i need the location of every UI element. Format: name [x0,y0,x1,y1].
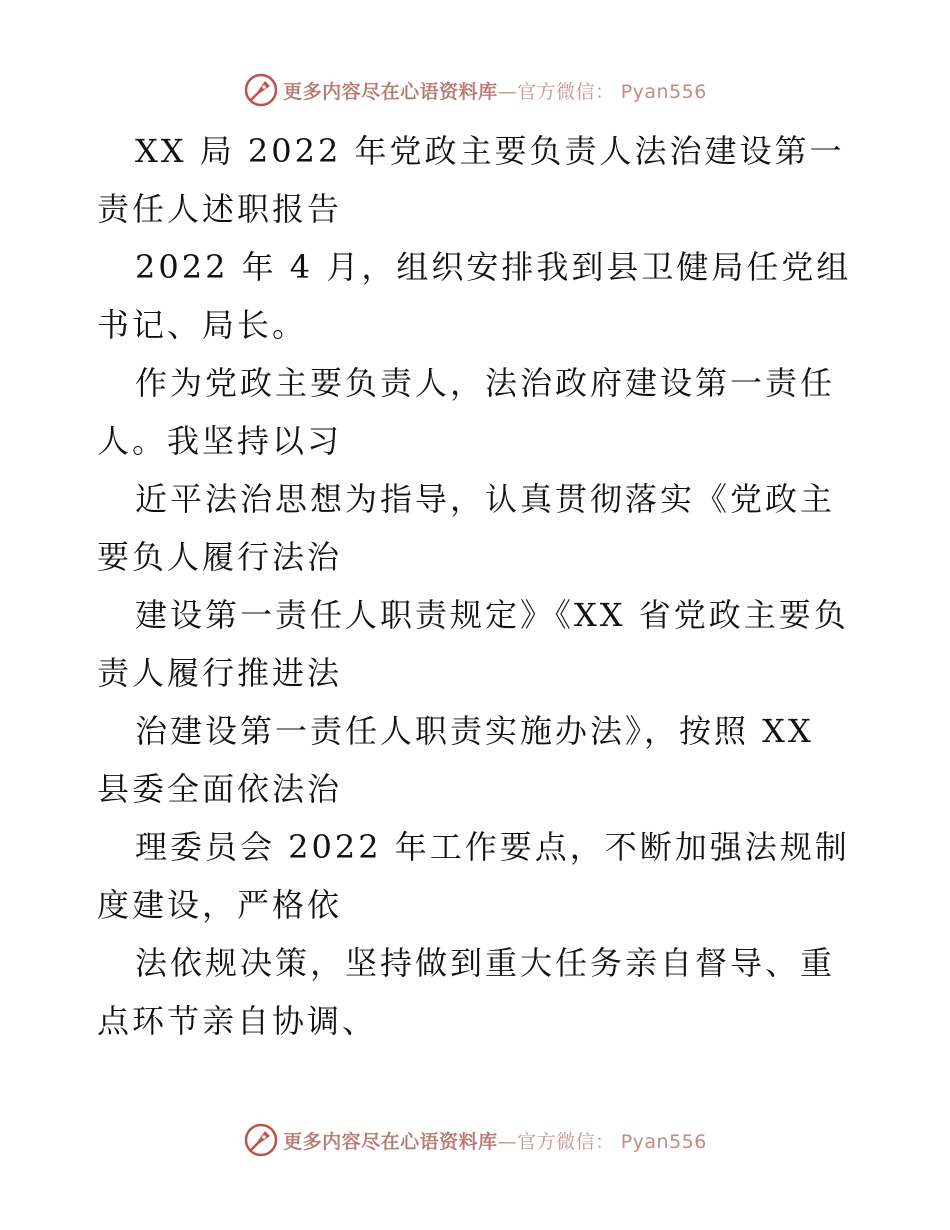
paragraph: 作为党政主要负责人，法治政府建设第一责任人。我坚持以习 [97,364,836,460]
footer-watermark [0,1120,950,1160]
paragraph: 建设第一责任人职责规定》《XX 省党政主要负责人履行推进法 [97,596,849,692]
paragraph: 治建设第一责任人职责实施办法》，按照 XX 县委全面依法治 [97,712,814,808]
header-watermark [0,70,950,110]
watermark-contact-text: Pyan556 [620,1130,707,1153]
pen-nib-logo-icon [243,72,279,108]
pen-nib-logo-icon [243,1122,279,1158]
paragraph: 理委员会 2022 年工作要点，不断加强法规制度建设，严格依 [97,828,850,924]
watermark-sub-text: —官方微信： [497,80,615,103]
paragraph: 近平法治思想为指导，认真贯彻落实《党政主要负人履行法治 [97,480,836,576]
document-body [97,122,857,1050]
watermark-main-text: 更多内容尽在心语资料库 [283,80,498,103]
paragraph: 法依规决策，坚持做到重大任务亲自督导、重点环节亲自协调、 [97,944,836,1040]
watermark-main-text: 更多内容尽在心语资料库 [283,1130,498,1153]
watermark-contact-text: Pyan556 [620,80,707,103]
watermark-sub-text: —官方微信： [497,1130,615,1153]
paragraph: 2022 年 4 月，组织安排我到县卫健局任党组书记、局长。 [97,248,852,344]
document-title: XX 局 2022 年党政主要负责人法治建设第一责任人述职报告 [97,132,845,228]
